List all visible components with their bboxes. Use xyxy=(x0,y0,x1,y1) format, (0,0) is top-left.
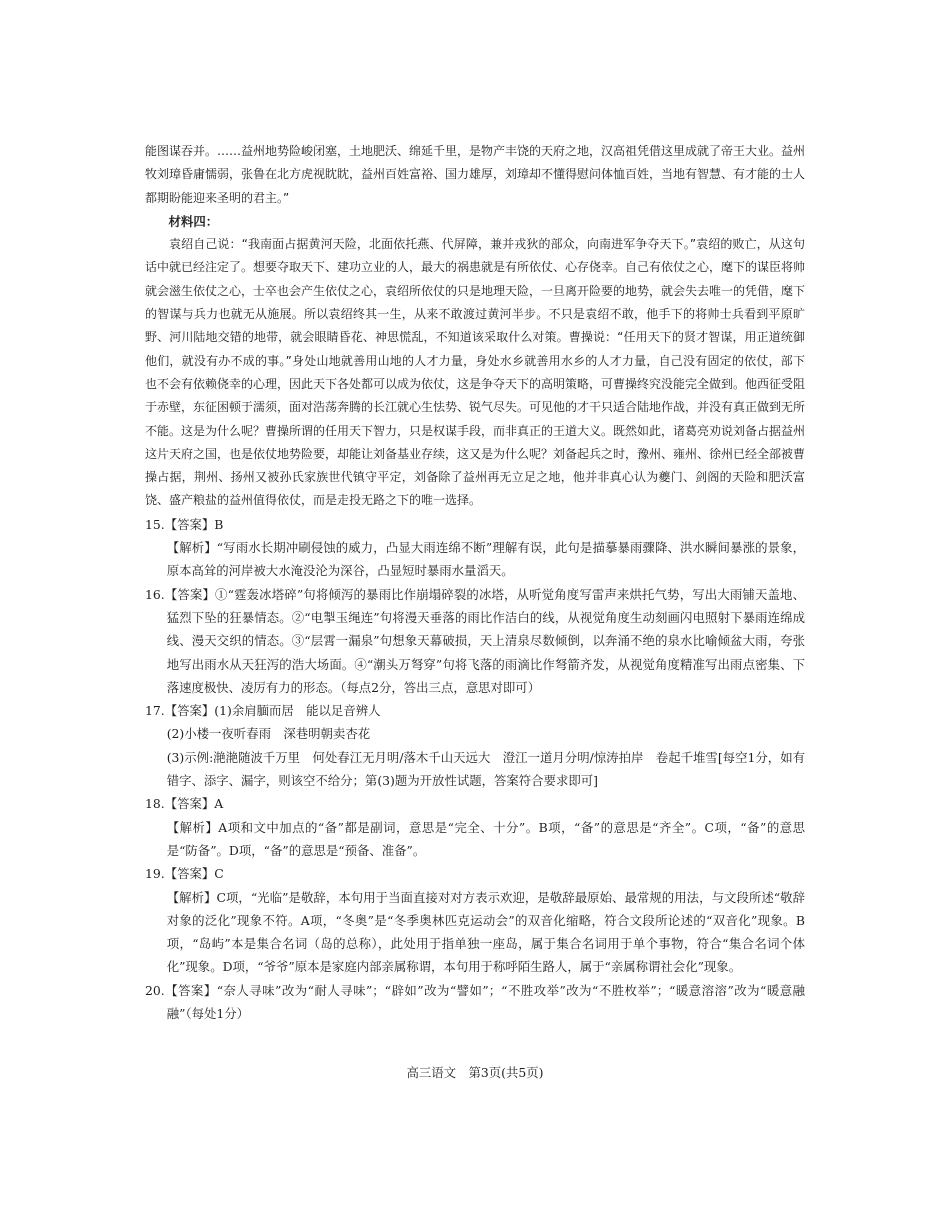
answer-line: 18.【答案】A xyxy=(145,796,224,812)
question-20 xyxy=(145,979,805,1026)
sub-answer-3: (3)示例:滟滟随波千万里 何处春江无月明/落木千山天远大 澄江一道月分明/惊涛拍岸 卷起千堆雪[每空1分，如有错字、添字、漏字，则该空不给分；第(3)题为开放性试题，答案符合要求即可] xyxy=(166,749,805,789)
analysis-text: 【解析】“写雨水长期冲刷侵蚀的威力，凸显大雨连绵不断”理解有误，此句是描摹暴雨骤降、洪水瞬间暴涨的景象，原本高耸的河岸被大水淹没沦为深谷，凸显短时暴雨水量滔天。 xyxy=(166,540,805,579)
analysis-text: 【解析】C项，“光临”是敬辞，本句用于当面直接对对方表示欢迎，是敬辞最原始、最常规的用法，与文段所述“敬辞对象的泛化”现象不符。A项，“冬奥”是“冬季奥林匹克运动会”的双音化缩略，符合文段所论述的“双音化”现象。B项，“岛屿”本是集合名词（岛的总称），此处用于指单独一座岛，属于集合名词用于单个事物，符合“集合名词个体化”现象。D项，“爷爷”原本是家庭内部亲属称谓，本句用于称呼陌生路人，属于“亲属称谓社会化”现象。 xyxy=(166,889,805,975)
answer-line: 15.【答案】B xyxy=(145,516,224,532)
analysis-text: 【解析】A项和文中加点的“备”都是副词，意思是“完全、十分”。B项，“备”的意思是“齐全”。C项，“备”的意思是“防备”。D项，“备”的意思是“预备、准备”。 xyxy=(166,819,805,858)
page-footer: 高三语文 第3页(共5页) xyxy=(406,1065,544,1080)
answer-line: 16.【答案】①“霆轰冰塔碎”句将倾泻的暴雨比作崩塌碎裂的冰塔，从听觉角度写雷声来烘托气势，写出大雨铺天盖地、猛烈下坠的狂暴情态。②“电掣玉绳连”句将漫天垂落的雨比作洁白的线，从视觉角度生动刻画闪电照射下暴雨连绵成线、漫天交织的情态。③“层霄一漏泉”句想象天幕破损，天上清泉尽数倾倒，以奔涌不绝的泉水比喻倾盆大雨，夸张地写出雨水从天狂泻的浩大场面。④“潮头万弩穿”句将飞落的雨滴比作弩箭齐发，从视觉角度精准写出雨点密集、下落速度极快、凌厉有力的形态。（每点2分，答出三点，意思对即可） xyxy=(145,586,805,695)
material-four-title: 材料四： xyxy=(168,213,219,229)
answer-line: 17.【答案】(1)余肩腼而居 能以足音辨人 xyxy=(145,703,381,719)
question-16 xyxy=(145,583,805,699)
answer-line: 20.【答案】“奈人寻味”改为“耐人寻味”；“辟如”改为“譬如”；“不胜攻举”改为“不胜枚举”；“暖意溶溶”改为“暖意融融”（每处1分） xyxy=(145,982,805,1021)
material-four-body: 袁绍自己说：“我南面占据黄河天险，北面依托燕、代屏障，兼并戎狄的部众，向南进军争夺天下。”袁绍的败亡，从这句话中就已经注定了。想要夺取天下、建功立业的人，最大的祸患就是有所依仗、心存侥幸。自己有依仗之心，麾下的谋臣将帅就会滋生依仗之心，士卒也会产生依仗之心，袁绍所依仗的只是地理天险，一旦离开险要的地势，就会失去唯一的凭借，麾下的智谋与兵力也就无从施展。所以袁绍终其一生，从来不敢渡过黄河半步。不只是袁绍不敢，他手下的将帅士兵看到平原旷野、河川陆地交错的地带，就会眼睛昏花、神思慌乱，不知道该采取什么对策。曹操说：“任用天下的贤才智谋，用正道统御他们，就没有办不成的事。”身处山地就善用山地的人才力量，身处水乡就善用水乡的人才力量，自己没有固定的依仗，部下也不会有依赖侥幸的心理，因此天下各处都可以成为依仗，这是争夺天下的高明策略，可曹操终究没能完全做到。他西征受阻于赤壁，东征困顿于濡须，面对浩荡奔腾的长江就心生怯势、锐气尽失。可见他的才干只适合陆地作战，并没有真正做到无所不能。这是为什么呢？曹操所谓的任用天下智力，只是权谋手段，而非真正的王道大义。既然如此，诸葛亮劝说刘备占据益州这片天府之国，也是依仗地势险要，却能让刘备基业存续，这又是为什么呢？刘备起兵之时，豫州、雍州、徐州已经全部被曹操占据，荆州、扬州又被孙氏家族世代镇守平定，刘备除了益州再无立足之地，他并非真心认为夔门、剑阁的天险和肥沃富饶、盛产粮盐的益州值得依仗，而是走投无路之下的唯一选择。 xyxy=(145,237,806,508)
question-19 xyxy=(145,862,805,978)
answer-line: 19.【答案】C xyxy=(145,866,224,882)
question-18 xyxy=(145,792,805,862)
question-17 xyxy=(145,699,805,792)
question-15 xyxy=(145,513,805,583)
material-three-tail: 能图谋吞并。……益州地势险峻闭塞，土地肥沃、绵延千里，是物产丰饶的天府之地，汉高祖凭借这里成就了帝王大业。益州牧刘璋昏庸懦弱，张鲁在北方虎视眈眈，益州百姓富裕、国力雄厚，刘璋却不懂得慰问体恤百姓，当地有智慧、有才能的士人都期盼能迎来圣明的君主。” xyxy=(145,144,806,205)
answer-page xyxy=(145,140,805,1025)
sub-answer-2: (2)小楼一夜听春雨 深巷明朝卖杏花 xyxy=(166,726,371,742)
